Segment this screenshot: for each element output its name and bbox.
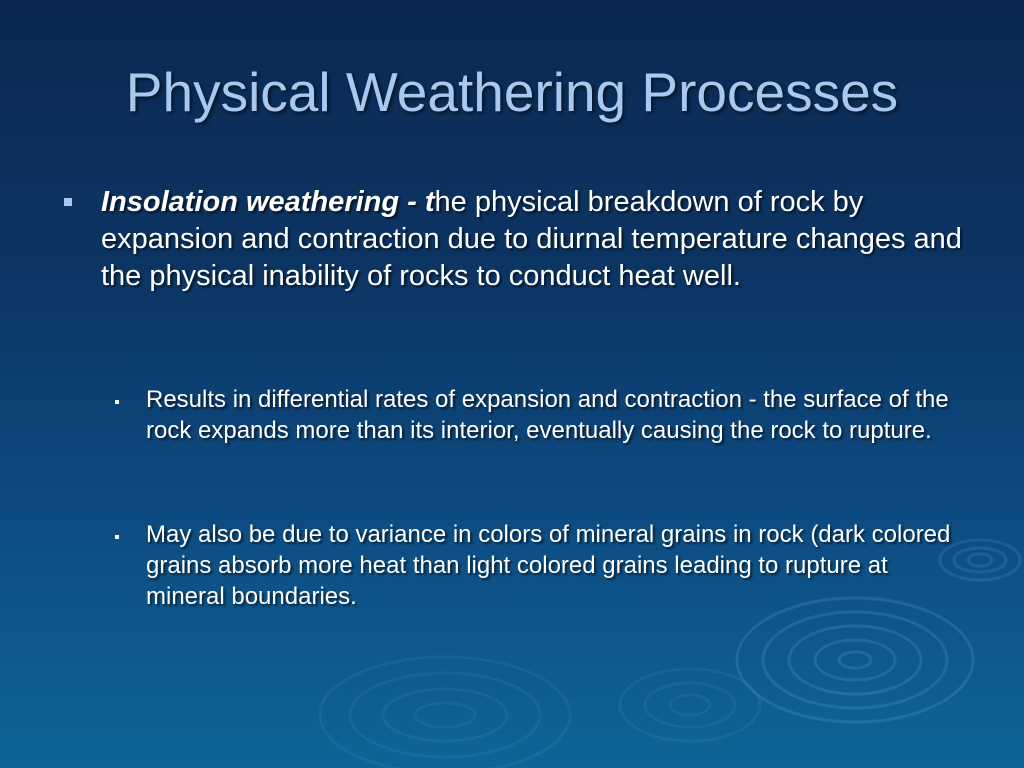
sub-bullet-2: May also be due to variance in colors of mineral grains in rock (dark colored grains absorb more heat than light colored grains leading to rupture at mineral boundaries. (146, 521, 951, 610)
bullet-definition: he physical breakdown of rock by expansion and contraction due to diurnal temperature changes and the physical inability of rocks to conduct heat well. (101, 186, 962, 292)
main-bullet (101, 184, 981, 295)
bullet-lead-term: Insolation weathering - t (101, 186, 435, 218)
square-bullet-icon (64, 198, 72, 206)
slide-title: Physical Weathering Processes (125, 61, 899, 123)
sub-bullet-icon (115, 400, 119, 404)
sub-bullet-1: Results in differential rates of expansion and contraction - the surface of the rock expands more than its interior, eventually causing the rock to rupture. (146, 386, 949, 444)
sub-bullet-icon (115, 535, 119, 539)
